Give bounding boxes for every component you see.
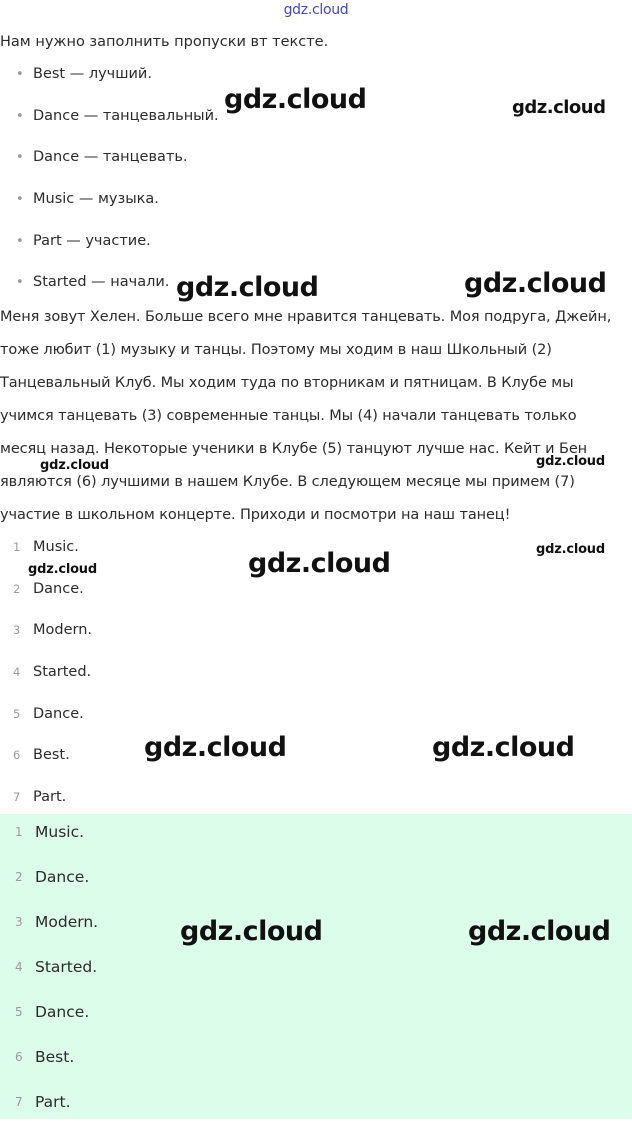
final-answer-number: 6	[15, 1050, 23, 1064]
answer-text: Started.	[33, 664, 92, 681]
watermark: gdz.cloud	[536, 454, 605, 469]
vocab-item: • Best — лучший.	[0, 54, 632, 96]
final-answer-number: 5	[15, 1005, 23, 1019]
vocab-item: • Music — музыка.	[0, 179, 632, 221]
answer-item	[0, 610, 632, 652]
site-watermark: gdz.cloud	[283, 2, 349, 18]
answer-text: Dance.	[33, 580, 84, 597]
final-answer-text: Started.	[35, 958, 98, 976]
watermark: gdz.cloud	[180, 916, 323, 947]
final-answer-item	[0, 949, 632, 994]
watermark: gdz.cloud	[536, 542, 605, 557]
final-answer-number: 1	[15, 825, 23, 839]
watermark: gdz.cloud	[432, 732, 575, 763]
answer-text: Music.	[33, 539, 79, 555]
story-line: участие в школьном концерте. Приходи и посмотри на наш танец!	[0, 507, 511, 523]
bullet-icon: •	[16, 275, 24, 291]
story-line: тоже любит (1) музыку и танцы. Поэтому мы ходим в наш Школьный (2)	[0, 342, 552, 358]
answer-number: 3	[13, 623, 21, 638]
final-answer-number: 4	[15, 960, 23, 974]
answer-number: 5	[13, 706, 21, 721]
final-answer-box	[0, 814, 632, 1119]
final-answer-text: Dance.	[35, 1003, 90, 1021]
final-answer-text: Best.	[35, 1048, 75, 1066]
bullet-icon: •	[16, 233, 24, 249]
watermark: gdz.cloud	[176, 272, 319, 303]
final-answer-text: Music.	[35, 823, 85, 841]
vocab-item: • Started — начали.	[0, 262, 632, 304]
vocab-item: • Part — участие.	[0, 221, 632, 263]
bullet-icon: •	[16, 108, 24, 124]
final-answer-text: Modern.	[35, 913, 99, 931]
watermark: gdz.cloud	[468, 916, 611, 947]
answer-text: Part.	[33, 789, 67, 806]
watermark: gdz.cloud	[464, 268, 607, 299]
story-line: учимся танцевать (3) современные танцы. Мы (4) начали танцевать только	[0, 408, 577, 424]
final-answer-list	[0, 814, 632, 1129]
answer-item	[0, 694, 632, 736]
story-line: Меня зовут Хелен. Больше всего мне нравится танцевать. Моя подруга, Джейн,	[0, 309, 612, 325]
story-text	[0, 301, 632, 532]
final-answer-number: 2	[15, 870, 23, 884]
answer-number: 2	[13, 581, 21, 596]
story-line: являются (6) лучшими в нашем Клубе. В следующем месяце мы примем (7)	[0, 474, 575, 490]
vocab-item: • Dance — танцевать.	[0, 137, 632, 179]
final-answer-text: Part.	[35, 1093, 71, 1111]
task-intro: Нам нужно заполнить пропуски вт тексте.	[0, 34, 329, 50]
answer-number: 6	[13, 748, 21, 763]
watermark: gdz.cloud	[248, 548, 391, 579]
final-answer-item	[0, 859, 632, 904]
story-line: Танцевальный Клуб. Мы ходим туда по вторникам и пятницам. В Клубе мы	[0, 375, 574, 391]
watermark: gdz.cloud	[512, 97, 606, 118]
final-answer-item	[0, 814, 632, 859]
answer-text: Best.	[33, 747, 70, 764]
final-answer-item	[0, 994, 632, 1039]
answer-number: 7	[13, 790, 21, 805]
final-answer-number: 7	[15, 1095, 23, 1109]
bullet-icon: •	[16, 67, 24, 82]
answer-number: 4	[13, 665, 21, 680]
final-answer-item	[0, 1084, 632, 1129]
final-answer-number: 3	[15, 915, 23, 929]
answer-text: Dance.	[33, 705, 84, 722]
watermark: gdz.cloud	[144, 732, 287, 763]
watermark: gdz.cloud	[28, 562, 97, 577]
answer-item	[0, 652, 632, 694]
vocab-item: • Dance — танцевальный.	[0, 96, 632, 138]
watermark: gdz.cloud	[224, 84, 367, 115]
final-answer-item	[0, 1039, 632, 1084]
answer-item	[0, 777, 632, 819]
bullet-icon: •	[16, 150, 24, 166]
final-answer-text: Dance.	[35, 868, 90, 886]
story-line: месяц назад. Некоторые ученики в Клубе (5) танцуют лучше нас. Кейт и Бен	[0, 441, 588, 457]
answer-text: Modern.	[33, 622, 93, 639]
answer-number: 1	[13, 540, 21, 554]
watermark: gdz.cloud	[40, 458, 109, 473]
bullet-icon: •	[16, 192, 24, 208]
